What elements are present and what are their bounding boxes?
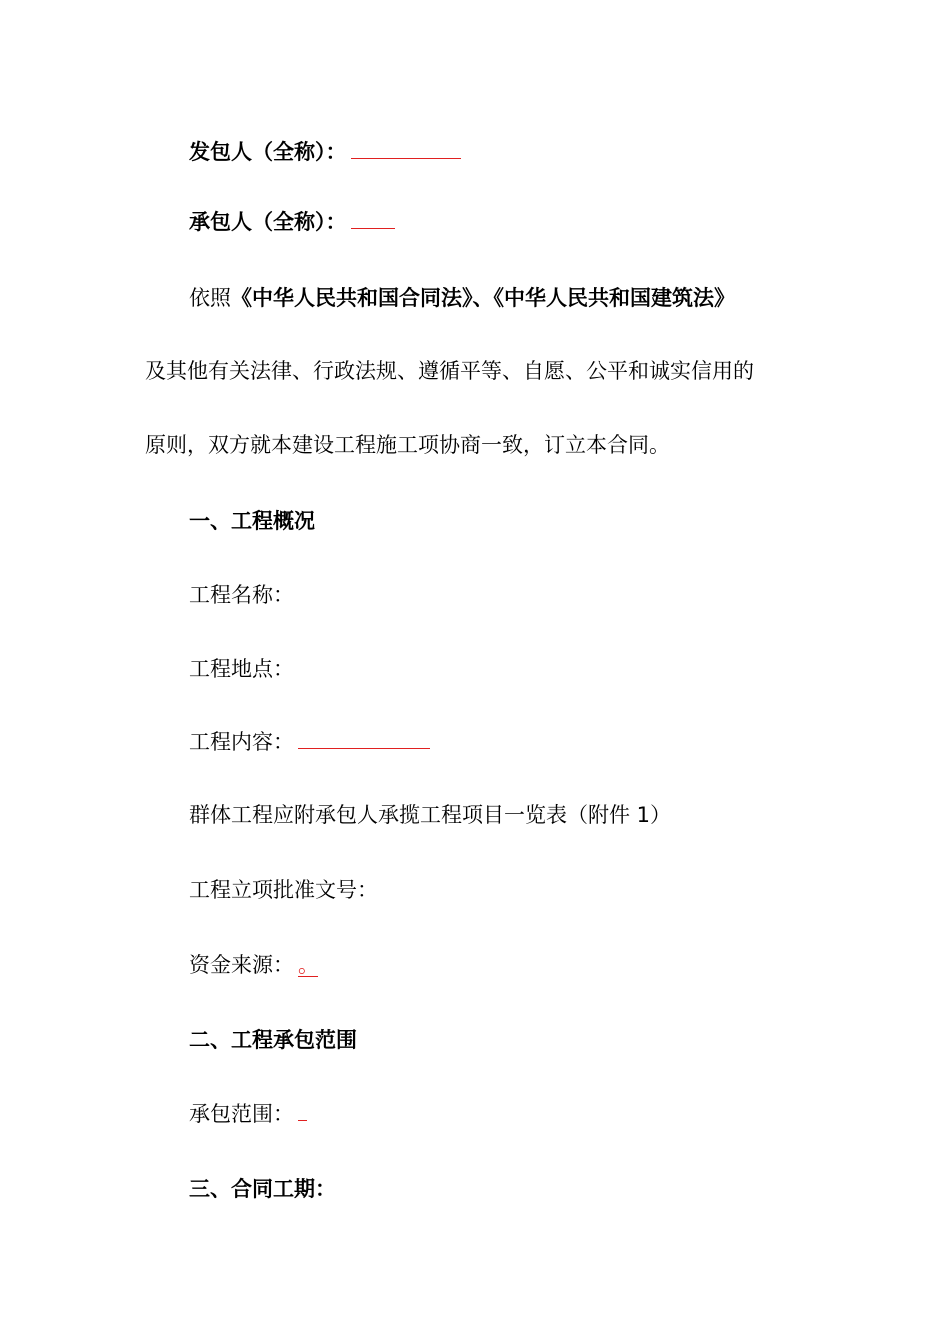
approval-number-label: 工程立项批准文号： [189,878,378,902]
project-content-line [189,728,430,756]
section-3-heading: 三、合同工期： [189,1177,336,1201]
scope-label: 承包范围： [189,1102,294,1126]
fund-source-line [189,951,318,979]
section-1-heading: 一、工程概况 [189,509,315,533]
contractor-label: 承包人（全称）： [189,210,347,234]
project-content-blank [298,728,430,749]
contract-law-title: 《中华人民共和国合同法》 [231,286,473,310]
project-location-label: 工程地点： [189,657,294,681]
scope-line [189,1100,307,1128]
fund-source-label: 资金来源： [189,953,294,977]
project-name-label: 工程名称： [189,583,294,607]
section-2-heading: 二、工程承包范围 [189,1028,357,1052]
employer-blank [351,138,461,159]
construction-law-title: 《中华人民共和国建筑法》 [493,286,735,310]
contractor-line [189,208,395,236]
fund-source-value: 。 [298,953,319,977]
preamble-line-2: 及其他有关法律、行政法规、遵循平等、自愿、公平和诚实信用的 [145,359,754,383]
preamble-line-3: 原则，双方就本建设工程施工项协商一致，订立本合同。 [145,433,670,457]
preamble-prefix: 依照 [189,286,231,310]
employer-line [189,138,461,166]
preamble-line-1 [189,284,735,312]
contractor-blank [351,208,395,229]
scope-blank [298,1100,307,1121]
group-project-note: 群体工程应附承包人承揽工程项目一览表（附件 1） [189,803,672,827]
preamble-separator: 、 [472,286,494,310]
employer-label: 发包人（全称）： [189,140,347,164]
project-content-label: 工程内容： [189,730,294,754]
